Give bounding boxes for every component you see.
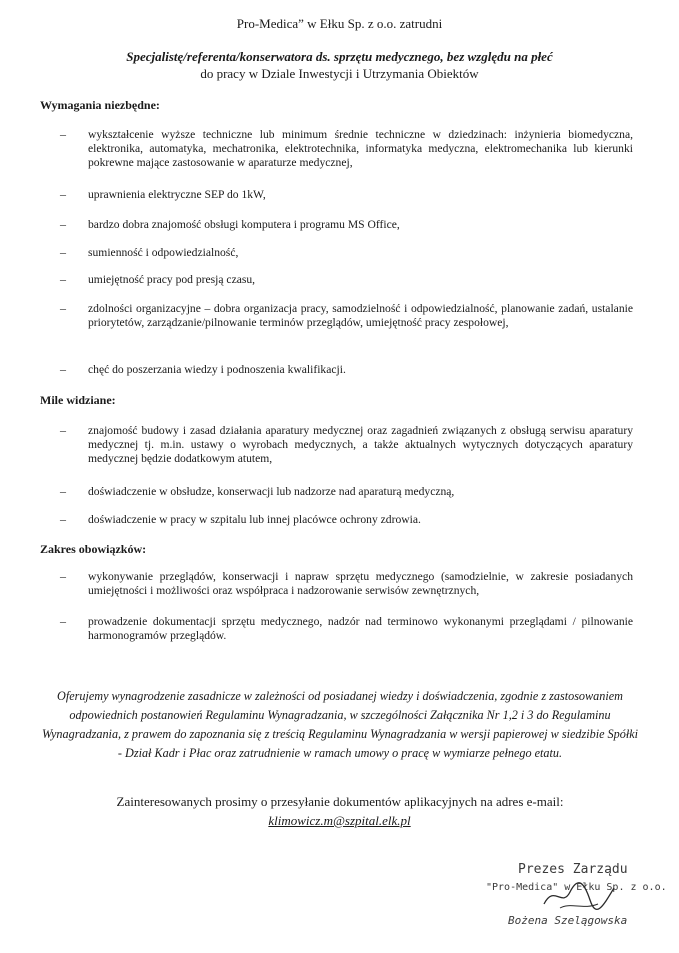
nice-to-have-item: doświadczenie w pracy w szpitalu lub innej placówce ochrony zdrowia.	[88, 513, 421, 526]
stamp-name: Bożena Szelągowska	[508, 914, 628, 927]
bullet: –	[60, 217, 66, 231]
stamp-company: "Pro-Medica" w Ełku Sp. z o.o.	[486, 882, 667, 893]
requirement-item: uprawnienia elektryczne SEP do 1kW,	[88, 188, 266, 201]
nice-to-have-heading: Mile widziane:	[40, 393, 116, 407]
requirement-item: zdolności organizacyjne – dobra organizacja pracy, samodzielność i odpowiedzialność, planowanie zadań, ustalanie priorytetów, zarządzanie/pilnowanie terminów przeglądów, umiejętność pracy zespołowej,	[88, 302, 633, 329]
department-line: do pracy w Dziale Inwestycji i Utrzymania Obiektów	[200, 66, 479, 81]
bullet: –	[60, 272, 66, 286]
requirements-heading: Wymagania niezbędne:	[40, 98, 160, 112]
handwritten-signature-icon	[540, 878, 620, 914]
stamp-title: Prezes Zarządu	[518, 862, 628, 877]
requirement-item: umiejętność pracy pod presją czasu,	[88, 273, 256, 286]
bullet: –	[60, 245, 66, 259]
nice-to-have-item: doświadczenie w obsłudze, konserwacji lub nadzorze nad aparaturą medyczną,	[88, 485, 455, 498]
nice-to-have-item: znajomość budowy i zasad działania aparatury medycznej oraz zagadnień związanych z obsługą serwisu aparatury medycznej tj. m.in. ustawy o wyrobach medycznych, a także aktualnych wytycznych dotyczących aparatury medycznej będzie dodatkowym atutem,	[88, 424, 633, 465]
requirement-item: sumienność i odpowiedzialność,	[88, 246, 239, 259]
duties-item: prowadzenie dokumentacji sprzętu medycznego, nadzór nad terminowo wykonanymi przeglądami / pilnowanie harmonogramów przeglądów.	[88, 615, 633, 642]
bullet: –	[60, 362, 66, 376]
bullet: –	[60, 512, 66, 526]
requirement-item: chęć do poszerzania wiedzy i podnoszenia kwalifikacji.	[88, 363, 346, 376]
requirement-item: bardzo dobra znajomość obsługi komputera i programu MS Office,	[88, 218, 400, 231]
requirement-item: wykształcenie wyższe techniczne lub minimum średnie techniczne w dziedzinach: inżynieria biomedyczna, elektronika, automatyka, mechatronika, elektrotechnika, informatyka medyczna, elektromechanika lub kierunki pokrewne mające zastosowanie w aparaturze medycznej,	[88, 128, 633, 169]
contact-email-link[interactable]: klimowicz.m@szpital.elk.pl	[268, 813, 411, 828]
position-title: Specjalistę/referenta/konserwatora ds. sprzętu medycznego, bez względu na płeć	[126, 49, 553, 64]
bullet: –	[60, 614, 66, 628]
company-line: Pro-Medica” w Ełku Sp. z o.o. zatrudni	[236, 16, 443, 31]
contact-text: Zainteresowanych prosimy o przesyłanie dokumentów aplikacyjnych na adres e-mail:	[116, 794, 564, 809]
bullet: –	[60, 187, 66, 201]
bullet: –	[60, 301, 66, 315]
duties-heading: Zakres obowiązków:	[40, 542, 147, 556]
duties-item: wykonywanie przeglądów, konserwacji i napraw sprzętu medycznego (samodzielnie, w zakresie posiadanych umiejętności i możliwości oraz współpraca i nadzorowanie serwisów zewnętrznych,	[88, 570, 633, 597]
bullet: –	[60, 127, 66, 141]
bullet: –	[60, 484, 66, 498]
offer-paragraph: Oferujemy wynagrodzenie zasadnicze w zależności od posiadanej wiedzy i doświadczenia, zgodnie z zastosowaniem odpowiednich postanowień Regulaminu Wynagradzania, w szczególności Załącznika Nr 1,2 i 3 do Regulaminu Wynagradzania, z prawem do zapoznania się z treścią Regulaminu Wynagradzania w wersji papierowej w siedzibie Spółki - Dział Kadr i Płac oraz zatrudnienie w ramach umowy o pracę w wymiarze pełnego etatu.	[41, 689, 639, 760]
bullet: –	[60, 423, 66, 437]
bullet: –	[60, 569, 66, 583]
